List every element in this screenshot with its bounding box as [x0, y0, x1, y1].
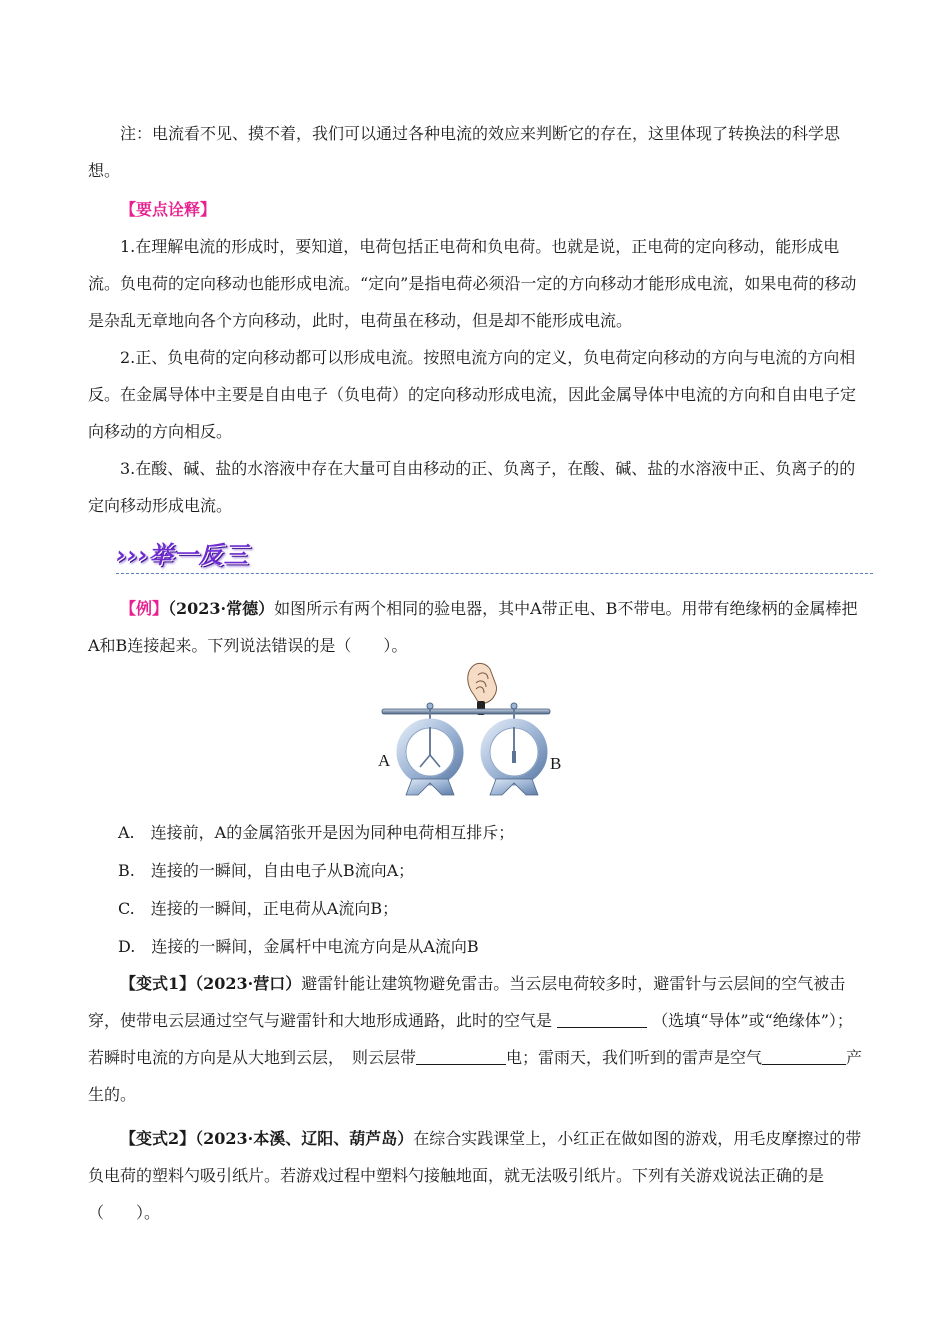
- variant-2-text: [88, 1120, 868, 1231]
- electroscope-diagram: [378, 655, 608, 815]
- triple-arrow-icon: ›››: [116, 541, 149, 569]
- electroscope-figure: [378, 655, 608, 815]
- variant-1-question: [88, 965, 868, 1113]
- section-banner: [116, 538, 873, 578]
- answer-blank[interactable]: [557, 1009, 647, 1028]
- variant-2-tag: 【变式2】: [120, 1129, 196, 1148]
- key-point-item: 3.在酸、碱、盐的水溶液中存在大量可自由移动的正、负离子，在酸、碱、盐的水溶液中正、负离子的的定向移动形成电流。: [88, 459, 856, 515]
- example-text: 如图所示有两个相同的验电器，其中A带正电、B不带电。用带有绝缘柄的金属棒把A和B连接起来。下列说法错误的是（ ）。: [88, 599, 858, 655]
- label-b: B: [550, 754, 562, 773]
- banner-title-text: 举一反三: [148, 541, 249, 569]
- electroscope-b: [485, 703, 543, 795]
- variant-2-body: 在综合实践课堂上，小红正在做如图的游戏，用毛皮摩擦过的带负电荷的塑料勺吸引纸片。若游戏过程中塑料勺接触地面，就无法吸引纸片。下列有关游戏说法正确的是（ ）。: [88, 1129, 862, 1222]
- hand-icon: [468, 663, 497, 715]
- banner-title: [116, 538, 249, 572]
- electroscope-a: [401, 703, 459, 795]
- option-d: D. 连接的一瞬间，金属杆中电流方向是从A流向B: [118, 937, 479, 956]
- variant-1-text: [88, 965, 868, 1113]
- key-point-item: 1.在理解电流的形成时，要知道，电荷包括正电荷和负电荷。也就是说，正电荷的定向移动，能形成电流。负电荷的定向移动也能形成电流。“定向”是指电荷必须沿一定的方向移动才能形成电流，如果电荷的移动是杂乱无章地向各个方向移动，此时，电荷虽在移动，但是却不能形成电流。: [88, 237, 857, 330]
- key-points-heading: 【要点诠释】: [120, 200, 217, 219]
- key-points-list: [88, 228, 868, 524]
- variant-1-part3: 电；雷雨天，我们听到的雷声是空气: [506, 1048, 763, 1067]
- variant-1-part4: 产生的。: [88, 1048, 863, 1104]
- example-options: [118, 814, 868, 966]
- metal-rod: [382, 709, 550, 714]
- key-point-item: 2.正、负电荷的定向移动都可以形成电流。按照电流方向的定义，负电荷定向移动的方向与电流的方向相反。在金属导体中主要是自由电子（负电荷）的定向移动形成电流，因此金属导体中电流的方向和自由电子定向移动的方向相反。: [88, 348, 857, 441]
- note-paragraph: [88, 115, 868, 189]
- example-tag: 【例】: [120, 599, 169, 618]
- label-a: A: [378, 751, 391, 770]
- variant-2-source: （2023·本溪、辽阳、葫芦岛）: [195, 1129, 414, 1148]
- option-b: B. 连接的一瞬间，自由电子从B流向A；: [118, 861, 415, 880]
- example-source: （2023·常德）: [168, 599, 275, 618]
- variant-1-part2: （选填“导体”或“绝缘体”）；若瞬时电流的方向是从大地到云层， 则云层带: [88, 1011, 853, 1067]
- variant-1-source: （2023·营口）: [195, 974, 302, 993]
- variant-2-question: [88, 1120, 868, 1231]
- variant-1-part1: 避雷针能让建筑物避免雷击。当云层电荷较多时，避雷针与云层间的空气被击穿，使带电云层通过空气与避雷针和大地形成通路，此时的空气是: [88, 974, 846, 1030]
- example-question: [88, 590, 868, 664]
- banner-divider: [116, 573, 873, 574]
- variant-1-tag: 【变式1】: [120, 974, 196, 993]
- example-stem: [88, 590, 868, 664]
- answer-blank[interactable]: [416, 1046, 506, 1065]
- note-text: 注：电流看不见、摸不着，我们可以通过各种电流的效应来判断它的存在，这里体现了转换法的科学思想。: [88, 124, 841, 180]
- answer-blank[interactable]: [762, 1046, 846, 1065]
- option-a: A. 连接前，A的金属箔张开是因为同种电荷相互排斥；: [118, 823, 515, 842]
- option-c: C. 连接的一瞬间，正电荷从A流向B；: [118, 899, 399, 918]
